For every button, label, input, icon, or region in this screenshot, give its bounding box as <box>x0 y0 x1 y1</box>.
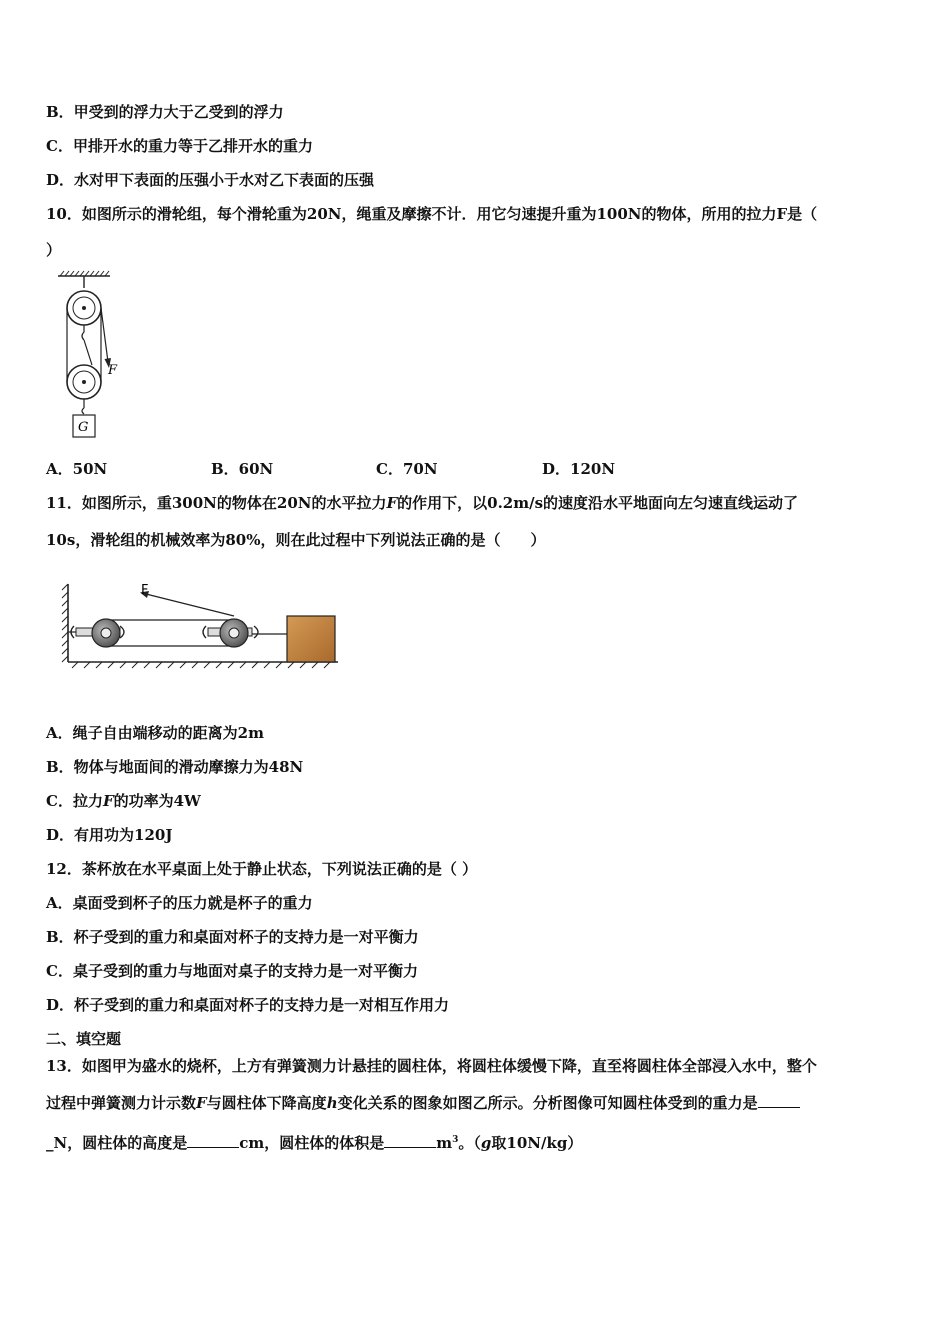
q10-fig-weight-label: G <box>78 420 89 435</box>
q12-option-c: C．桌子受到的重力与地面对桌子的支持力是一对平衡力 <box>46 962 418 980</box>
q10-fig-force-label: F <box>108 363 118 378</box>
q12-option-a: A．桌面受到杯子的压力就是杯子的重力 <box>46 894 313 912</box>
answer-blank-gravity-part1[interactable] <box>758 1093 800 1108</box>
q10-option-d: D．120N <box>542 460 616 478</box>
q13-line3: _N，圆柱体的高度是 cm，圆柱体的体积是 $m^3$。（g取10N/kg） <box>46 1134 583 1152</box>
q11-option-a: A．绳子自由端移动的距离为2m <box>46 724 264 742</box>
q11-stem-line1: 11．如图所示，重300N的物体在20N的水平拉力F的作用下，以0.2m/s的速度沿水平地面向左匀速直线运动了 <box>46 494 799 512</box>
q12-option-b: B．杯子受到的重力和桌面对杯子的支持力是一对平衡力 <box>46 928 419 946</box>
q11-fig-force-label: F <box>141 583 149 598</box>
section-title: 二、填空题 <box>46 1030 122 1048</box>
q11-option-b: B．物体与地面间的滑动摩擦力为48N <box>46 758 304 776</box>
q10-stem-line2: ） <box>46 241 62 259</box>
q11-stem-line2: 10s，滑轮组的机械效率为80%，则在此过程中下列说法正确的是（ ） <box>46 531 546 549</box>
q9-option-b: B．甲受到的浮力大于乙受到的浮力 <box>46 103 284 121</box>
q10-options <box>46 458 646 478</box>
q10-option-a: A．50N <box>46 460 108 478</box>
q9-option-c: C．甲排开水的重力等于乙排开水的重力 <box>46 137 313 155</box>
q13-line1: 13．如图甲为盛水的烧杯，上方有弹簧测力计悬挂的圆柱体，将圆柱体缓慢下降，直至将圆柱体全部浸入水中，整个 <box>46 1057 817 1075</box>
q10-stem-line1: 10．如图所示的滑轮组，每个滑轮重为20N，绳重及摩擦不计．用它匀速提升重为100N的物体，所用的拉力F是（ <box>46 205 818 223</box>
q11-option-d: D．有用功为120J <box>46 826 173 844</box>
q10-option-c: C．70N <box>376 460 438 478</box>
q12-option-d: D．杯子受到的重力和桌面对杯子的支持力是一对相互作用力 <box>46 996 450 1014</box>
q11-option-c: C．拉力F的功率为4W <box>46 792 201 810</box>
pulley-system-figure <box>52 270 132 442</box>
q10-option-b: B．60N <box>211 460 274 478</box>
q9-option-d: D．水对甲下表面的压强小于水对乙下表面的压强 <box>46 171 375 189</box>
answer-blank-volume[interactable] <box>384 1133 436 1148</box>
answer-blank-height[interactable] <box>187 1133 239 1148</box>
horizontal-pulley-figure <box>58 580 343 672</box>
q13-line2: 过程中弹簧测力计示数F与圆柱体下降高度h变化关系的图象如图乙所示。分析图像可知圆柱体受到的重力是 <box>46 1093 800 1113</box>
q12-stem: 12．茶杯放在水平桌面上处于静止状态，下列说法正确的是（ ） <box>46 860 478 878</box>
